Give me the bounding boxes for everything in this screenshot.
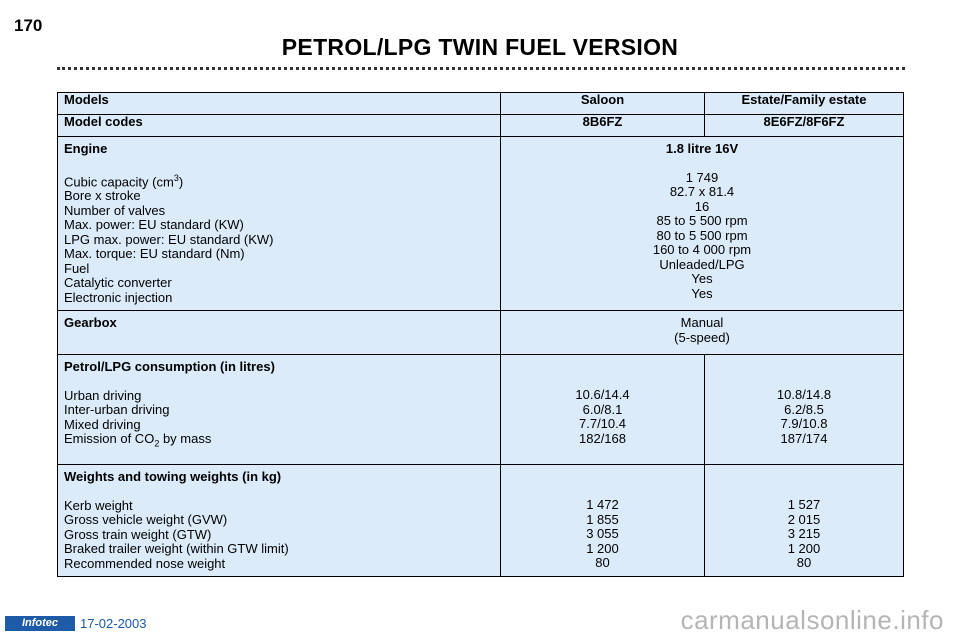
consumption-estate bbox=[705, 355, 904, 465]
emission-label: Emission of $CO_2$ by mass bbox=[64, 431, 212, 449]
infotec-logo: Infotec bbox=[5, 616, 75, 631]
engine-labels bbox=[58, 137, 501, 311]
weights-estate-value: 1 200 bbox=[787, 540, 821, 556]
models-row bbox=[58, 93, 904, 115]
estate-code: 8E6FZ/8F6FZ bbox=[705, 115, 904, 137]
weights-row-label: Kerb weight bbox=[64, 497, 133, 513]
consumption-saloon-value: 7.7/10.4 bbox=[579, 416, 626, 432]
consumption-row-label: Urban driving bbox=[64, 387, 142, 403]
model-codes-row bbox=[58, 115, 904, 137]
gearbox-value-line2: (5-speed) bbox=[674, 329, 730, 345]
engine-row-value: Yes bbox=[691, 285, 713, 301]
weights-estate bbox=[705, 465, 904, 577]
engine-row-label: LPG max. power: EU standard (KW) bbox=[64, 231, 274, 247]
saloon-code: 8B6FZ bbox=[501, 115, 705, 137]
engine-row-value: Yes bbox=[691, 271, 713, 286]
engine-value-heading: 1.8 litre 16V bbox=[665, 141, 739, 156]
consumption-estate-value: 6.2/8.5 bbox=[784, 401, 824, 417]
gearbox-heading: Gearbox bbox=[64, 315, 117, 331]
weights-estate-value: 80 bbox=[796, 555, 812, 571]
weights-estate-value: 1 527 bbox=[787, 497, 821, 513]
engine-row-label: Catalytic converter bbox=[64, 275, 172, 291]
consumption-estate-value: 7.9/10.8 bbox=[780, 416, 828, 432]
dotted-divider bbox=[57, 67, 905, 70]
engine-row-value: 80 to 5 500 rpm bbox=[656, 227, 748, 243]
engine-row-value: Unleaded/LPG bbox=[659, 256, 745, 272]
weights-estate-value: 3 215 bbox=[787, 526, 821, 542]
engine-row-label: Number of valves bbox=[64, 202, 166, 218]
weights-saloon-value: 1 472 bbox=[586, 497, 619, 513]
consumption-row-label: Mixed driving bbox=[64, 416, 141, 432]
consumption-saloon-value: 6.0/8.1 bbox=[582, 401, 623, 417]
cubic-capacity-label: Cubic capacity $(cm^3)$ bbox=[64, 172, 184, 189]
weights-row-label: Gross train weight (GTW) bbox=[64, 526, 212, 542]
engine-row-value: 85 to 5 500 rpm bbox=[656, 213, 748, 228]
consumption-labels bbox=[58, 355, 501, 465]
footer-date: 17-02-2003 bbox=[80, 616, 147, 631]
weights-heading: Weights and towing weights (in kg) bbox=[64, 469, 282, 485]
cubic-capacity-value: 1 749 bbox=[685, 169, 719, 185]
engine-heading: Engine bbox=[64, 141, 108, 156]
weights-saloon-value: 80 bbox=[595, 555, 610, 571]
gearbox-label bbox=[58, 311, 501, 355]
gearbox-value-line1: Manual bbox=[680, 315, 724, 331]
weights-saloon-value: 1 855 bbox=[586, 511, 619, 527]
consumption-estate-value: 187/174 bbox=[780, 430, 828, 446]
weights-saloon-value: 3 055 bbox=[586, 526, 619, 542]
weights-row-label: Braked trailer weight (within GTW limit) bbox=[64, 541, 289, 557]
weights-section bbox=[58, 465, 904, 577]
engine-row-value: 82.7 x 81.4 bbox=[669, 184, 735, 199]
consumption-section bbox=[58, 355, 904, 465]
weights-saloon-value: 1 200 bbox=[586, 540, 619, 556]
engine-row-label: Electronic injection bbox=[64, 289, 173, 305]
consumption-row-label: Inter-urban driving bbox=[64, 402, 170, 418]
estate-header: Estate/Family estate bbox=[705, 93, 904, 115]
engine-row-label: Max. torque: EU standard (Nm) bbox=[64, 246, 245, 262]
consumption-saloon-value: 182/168 bbox=[579, 430, 626, 446]
weights-saloon bbox=[501, 465, 705, 577]
watermark: carmanualsonline.info bbox=[680, 605, 944, 635]
weights-row-label: Recommended nose weight bbox=[64, 555, 226, 571]
engine-section bbox=[58, 137, 904, 311]
engine-label-list bbox=[64, 189, 494, 305]
gearbox-section bbox=[58, 311, 904, 355]
saloon-header: Saloon bbox=[501, 93, 705, 115]
weights-row-label: Gross vehicle weight (GVW) bbox=[64, 512, 228, 528]
engine-values bbox=[501, 137, 904, 311]
model-codes-label: Model codes bbox=[58, 115, 501, 137]
page-title: PETROL/LPG TWIN FUEL VERSION bbox=[281, 34, 679, 60]
consumption-saloon bbox=[501, 355, 705, 465]
engine-value-list bbox=[507, 185, 897, 301]
engine-row-label: Bore x stroke bbox=[64, 188, 141, 204]
weights-labels bbox=[58, 465, 501, 577]
gearbox-value bbox=[501, 311, 904, 355]
engine-row-value: 16 bbox=[694, 198, 710, 214]
engine-row-label: Max. power: EU standard (KW) bbox=[64, 217, 244, 233]
consumption-estate-value: 10.8/14.8 bbox=[776, 387, 832, 403]
spec-table bbox=[57, 92, 904, 577]
engine-row-label: Fuel bbox=[64, 260, 90, 276]
engine-row-value: 160 to 4 000 rpm bbox=[652, 242, 752, 257]
weights-estate-value: 2 015 bbox=[787, 511, 821, 527]
consumption-heading: Petrol/LPG consumption (in litres) bbox=[64, 359, 275, 375]
models-label: Models bbox=[58, 93, 501, 115]
consumption-saloon-value: 10.6/14.4 bbox=[575, 387, 630, 403]
page-number: 170 bbox=[14, 16, 43, 35]
